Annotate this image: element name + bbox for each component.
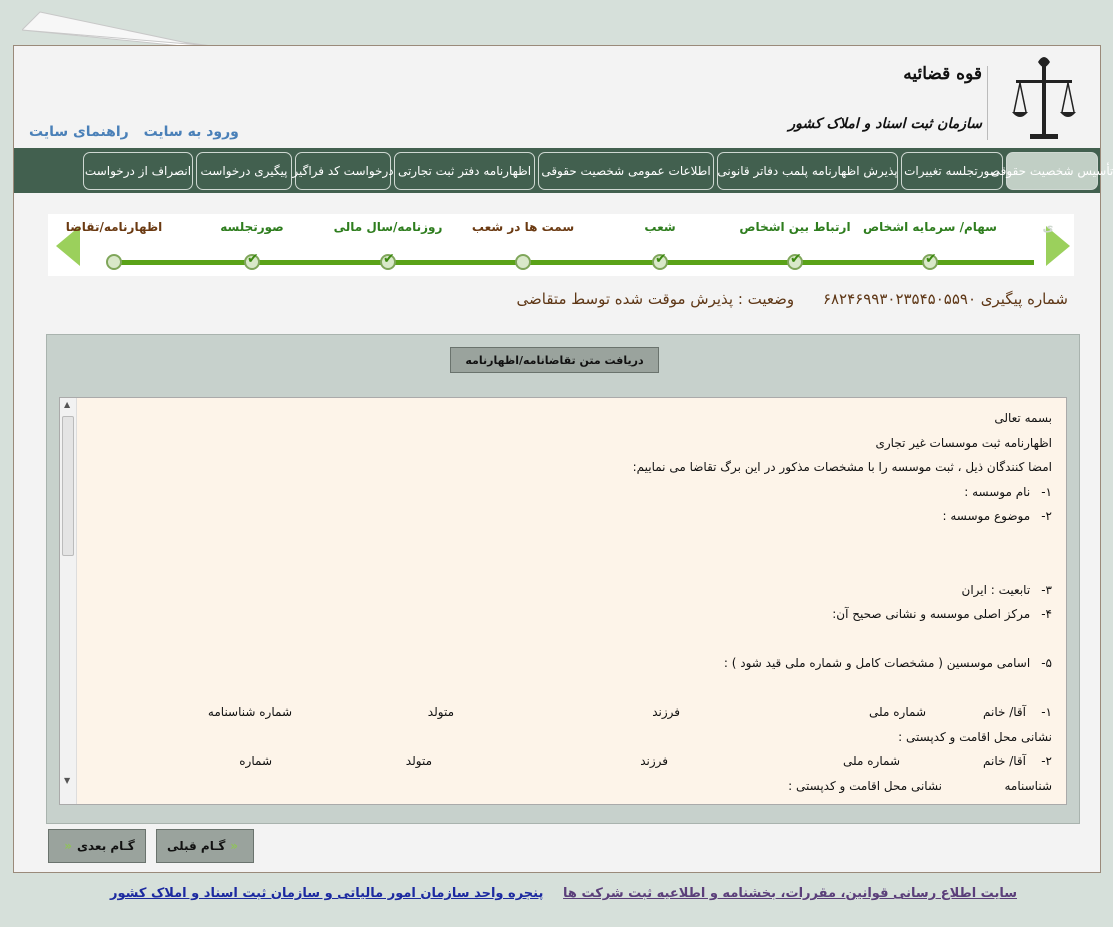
founder-row-continued <box>80 774 1052 799</box>
nav-item-universal-code[interactable]: درخواست کد فراگیر <box>295 152 391 190</box>
step-label[interactable]: سهام/ سرمایه اشخاص <box>863 220 997 234</box>
founder-address: نشانی محل اقامت و کدپستی : <box>788 778 942 793</box>
founder-number: ۲- <box>1041 754 1052 768</box>
site-header <box>14 46 1100 148</box>
founder-born: متولد <box>405 754 432 768</box>
founder-id-card-wrap: شناسنامه <box>1004 778 1052 793</box>
step-pending-dot-icon <box>106 254 122 270</box>
founder-born: متولد <box>427 705 454 719</box>
request-document <box>80 406 1052 798</box>
founder-title: آقا/ خانم <box>983 705 1026 719</box>
nav-item-cancel-request[interactable]: انصراف از درخواست <box>83 152 193 190</box>
step-label[interactable]: سمت ها در شعب <box>471 220 575 234</box>
step-label[interactable]: ی <box>1042 220 1054 234</box>
founder-number: ۱- <box>1041 705 1052 719</box>
prev-step-button[interactable] <box>156 829 254 863</box>
progress-stepper <box>48 214 1074 276</box>
step-label[interactable]: شعب <box>644 220 676 234</box>
step-done-check-icon <box>652 254 668 270</box>
scroll-thumb[interactable] <box>62 416 74 556</box>
top-links <box>19 124 239 140</box>
main-nav <box>14 148 1113 193</box>
step-label[interactable]: اظهارنامه/تقاضا <box>65 220 163 234</box>
doc-item-number: ۴- <box>1041 607 1052 621</box>
doc-item-text: نام موسسه : <box>964 484 1031 499</box>
doc-item <box>80 602 1052 627</box>
tracking-number: شماره پیگیری ۶۸۲۴۶۹۹۳۰۲۳۵۴۵۰۵۵۹۰ <box>822 290 1068 308</box>
founder-child-of: فرزند <box>640 754 668 768</box>
nav-item-track-request[interactable]: پیگیری درخواست <box>196 152 292 190</box>
doc-item-number: ۲- <box>1041 509 1052 523</box>
doc-item <box>80 480 1052 505</box>
step-done-check-icon <box>380 254 396 270</box>
doc-line: امضا کنندگان ذیل ، ثبت موسسه را با مشخصات مذکور در این برگ تقاضا می نماییم: <box>632 460 1052 474</box>
main-frame <box>13 45 1113 873</box>
nav-item-change-minutes[interactable]: صورتجلسه تغییرات <box>901 152 1003 190</box>
prev-step-label: گـام قبلی <box>166 839 226 853</box>
nav-item-ledger-seal[interactable]: پذیرش اظهارنامه پلمب دفاتر قانونی <box>717 152 898 190</box>
login-link[interactable]: ورود به سایت <box>143 124 239 140</box>
founder-id-card: شماره شناسنامه <box>207 705 292 719</box>
org-name-line2: سازمان ثبت اسناد و املاک کشور <box>788 116 982 132</box>
logo-divider <box>987 66 988 140</box>
founder-row <box>80 700 1052 725</box>
doc-line: اظهارنامه ثبت موسسات غیر تجاری <box>875 435 1052 450</box>
request-text-box[interactable] <box>59 397 1067 805</box>
founder-child-of: فرزند <box>652 705 680 719</box>
doc-line: نشانی محل اقامت و کدپستی : <box>898 729 1052 744</box>
doc-item-number: ۱- <box>1041 484 1052 499</box>
doc-item <box>80 578 1052 603</box>
decorative-paper-tab <box>22 10 212 50</box>
doc-item <box>80 651 1052 676</box>
scroll-up-icon[interactable]: ▲ <box>64 400 71 409</box>
next-step-button[interactable] <box>48 829 146 863</box>
nav-item-commercial-register[interactable]: اظهارنامه دفتر ثبت تجارتی <box>394 152 535 190</box>
request-status: وضعیت : پذیرش موقت شده توسط متقاضی <box>516 290 795 308</box>
step-done-check-icon <box>244 254 260 270</box>
get-request-text-button[interactable]: دریافت متن تقاضانامه/اظهارنامه <box>450 347 659 373</box>
founder-title: آقا/ خانم <box>983 754 1026 768</box>
founder-row <box>80 749 1052 774</box>
doc-item <box>80 504 1052 529</box>
document-panel <box>46 334 1080 824</box>
founder-id-card: شماره <box>239 754 272 768</box>
doc-item-number: ۳- <box>1041 582 1052 597</box>
doc-item-number: ۵- <box>1041 656 1052 670</box>
footer-regulations-link[interactable]: سایت اطلاع رسانی قوانین، مقررات، بخشنامه و اطلاعیه ثبت شرکت ها <box>563 886 1017 901</box>
double-chevron-icon: « <box>230 839 239 853</box>
founder-national-id: شماره ملی <box>869 705 926 719</box>
step-label[interactable]: ارتباط بین اشخاص <box>739 220 851 234</box>
double-chevron-icon: « <box>64 839 72 853</box>
doc-item-text: تابعیت : ایران <box>961 582 1031 597</box>
next-step-label: گـام بعدی <box>77 839 135 853</box>
status-line <box>493 290 1068 308</box>
step-done-check-icon <box>787 254 803 270</box>
footer-tax-portal-link[interactable]: پنجره واحد سازمان امور مالیاتی و سازمان ثبت اسناد و املاک کشور <box>110 886 544 901</box>
doc-line: بسمه تعالی <box>994 411 1052 425</box>
org-name-line1: قوه قضائیه <box>903 64 982 84</box>
scroll-down-icon[interactable]: ▼ <box>64 776 71 785</box>
doc-item-text: موضوع موسسه : <box>942 509 1031 523</box>
step-done-check-icon <box>922 254 938 270</box>
help-link[interactable]: راهنمای سایت <box>29 124 129 140</box>
doc-item-text: مرکز اصلی موسسه و نشانی صحیح آن: <box>832 607 1031 621</box>
nav-item-entity-info[interactable]: اطلاعات عمومی شخصیت حقوقی <box>538 152 714 190</box>
founder-national-id: شماره ملی <box>843 754 900 768</box>
doc-item-text: اسامی موسسین ( مشخصات کامل و شماره ملی قید شود ) : <box>723 656 1031 670</box>
nav-item-establish-entity[interactable]: تأسیس شخصیت حقوقی <box>1006 152 1098 190</box>
step-pending-dot-icon <box>515 254 531 270</box>
judiciary-emblem-icon <box>1012 52 1076 144</box>
step-label[interactable]: صورتجلسه <box>220 220 284 234</box>
step-label[interactable]: روزنامه/سال مالی <box>333 220 443 234</box>
vertical-scrollbar[interactable] <box>60 398 77 804</box>
